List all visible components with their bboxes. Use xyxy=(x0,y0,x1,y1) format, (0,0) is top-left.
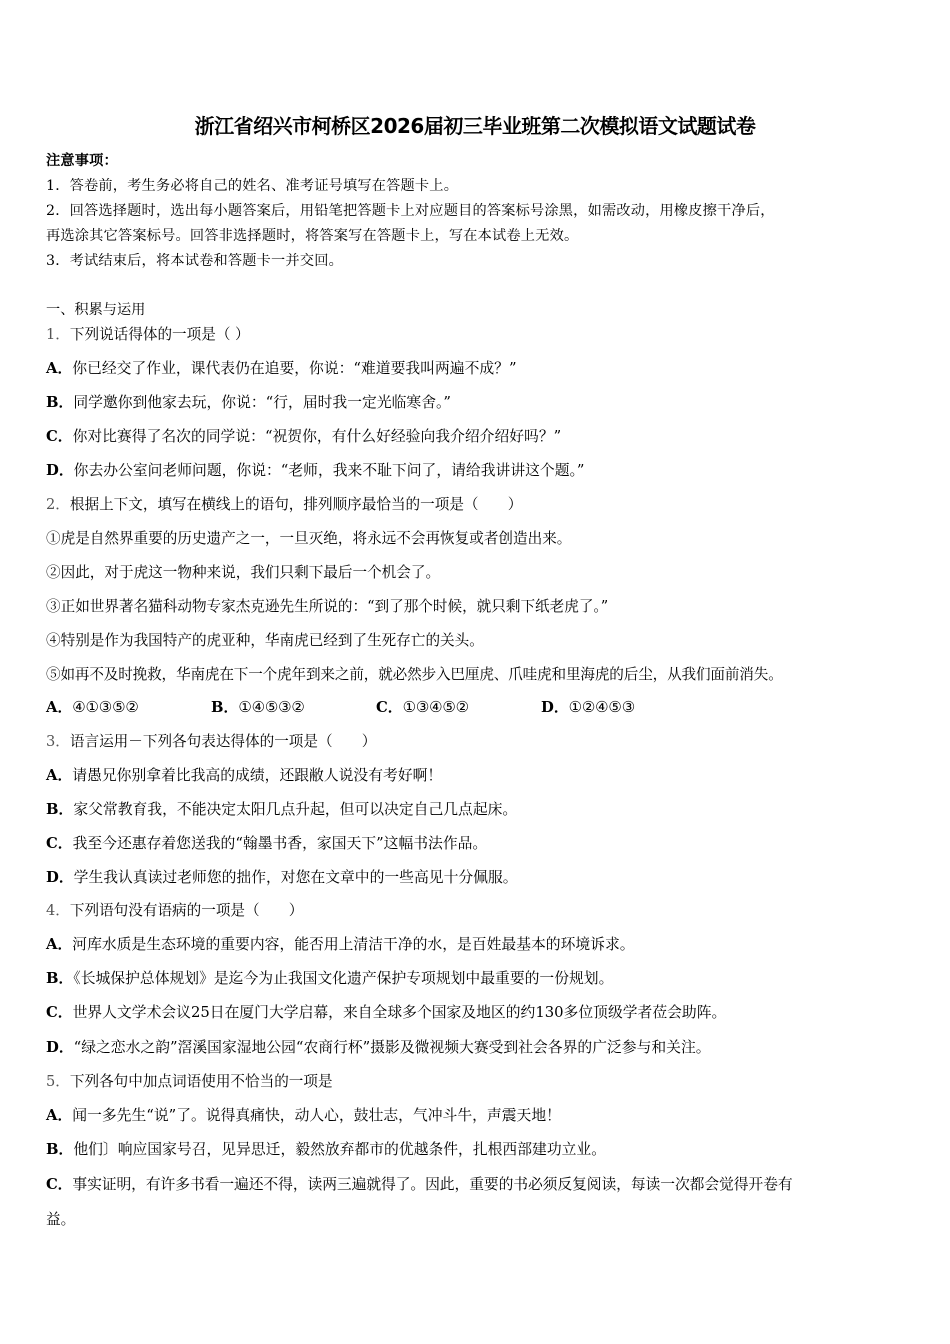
option-text: ④①③⑤② xyxy=(72,699,139,716)
q4-option-d xyxy=(46,1037,906,1059)
question-5-stem xyxy=(46,1071,906,1093)
option-text: 《长城保护总体规划》是迄今为止我国文化遗产保护专项规划中最重要的一份规划。 xyxy=(73,970,614,987)
question-text: 下列各句中加点词语使用不恰当的一项是 xyxy=(69,1073,333,1090)
q4-option-b xyxy=(46,968,906,990)
q2-sentence: ⑤如再不及时挽救，华南虎在下一个虎年到来之前，就必然步入巴厘虎、爪哇虎和里海虎的后尘，从我们面前消失。 xyxy=(46,666,783,683)
option-text: 河库水质是生态环境的重要内容，能否用上清洁干净的水，是百姓最基本的环境诉求。 xyxy=(72,936,635,953)
q5-option-a xyxy=(46,1105,906,1127)
q3-option-b xyxy=(46,799,906,821)
note-item: 1．答卷前，考生务必将自己的姓名、准考证号填写在答题卡上。 xyxy=(46,178,459,194)
question-1-stem xyxy=(46,324,906,346)
option-label: C． xyxy=(46,1004,73,1021)
option-text: 你去办公室问老师问题，你说：“老师，我来不耻下问了，请给我讲讲这个题。” xyxy=(73,462,585,479)
q1-option-c xyxy=(46,426,906,448)
option-text: 你对比赛得了名次的同学说：“祝贺你，有什么好经验向我介绍介绍好吗？” xyxy=(72,428,562,445)
option-text: “绿之恋水之韵”滘溪国家湿地公园“农商行杯”摄影及微视频大赛受到社会各界的广泛参与和关注。 xyxy=(73,1039,711,1056)
option-text: ①③④⑤② xyxy=(402,699,469,716)
note-item: 再选涂其它答案标号。回答非选择题时，将答案写在答题卡上，写在本试卷上无效。 xyxy=(46,228,579,244)
q2-option-a xyxy=(46,697,211,719)
option-label: D． xyxy=(541,699,569,716)
q4-option-a xyxy=(46,934,906,956)
q2-option-c xyxy=(376,697,541,719)
q4-option-c xyxy=(46,1002,906,1024)
option-label: A． xyxy=(46,936,73,953)
q5-option-b xyxy=(46,1139,906,1161)
q5-option-c-continuation: 益。 xyxy=(46,1211,76,1228)
question-number: 5． xyxy=(46,1073,70,1090)
note-item: 3．考试结束后，将本试卷和答题卡一并交回。 xyxy=(46,253,343,269)
question-text: 下列语句没有语病的一项是（ ） xyxy=(69,902,304,919)
question-text: 语言运用－下列各句表达得体的一项是（ ） xyxy=(69,733,377,750)
q2-option-b xyxy=(211,697,376,719)
option-label: B． xyxy=(46,970,74,987)
q1-option-d xyxy=(46,460,906,482)
question-number: 1． xyxy=(46,326,70,343)
option-label: D． xyxy=(46,1039,74,1056)
question-3-stem xyxy=(46,731,906,753)
question-number: 2． xyxy=(46,496,70,513)
q3-option-a xyxy=(46,765,906,787)
option-label: C． xyxy=(376,699,403,716)
q2-sentence: ②因此，对于虎这一物种来说，我们只剩下最后一个机会了。 xyxy=(46,564,441,581)
q2-option-d xyxy=(541,697,706,719)
q2-sentence: ①虎是自然界重要的历史遗产之一，一旦灭绝，将永远不会再恢复或者创造出来。 xyxy=(46,530,572,547)
option-text: 世界人文学术会议25日在厦门大学启幕，来自全球多个国家及地区的约130多位顶级学者莅会助阵。 xyxy=(72,1004,727,1021)
option-label: A． xyxy=(46,360,73,377)
option-text: 请愚兄你别拿着比我高的成绩，还跟敝人说没有考好啊！ xyxy=(72,767,443,784)
question-number: 4． xyxy=(46,902,70,919)
q2-options-row xyxy=(46,697,906,719)
option-label: B． xyxy=(46,801,74,818)
option-text: 闻一多先生“说”了。说得真痛快，动人心，鼓壮志，气冲斗牛，声震天地！ xyxy=(72,1107,561,1124)
q2-sentence: ④特别是作为我国特产的虎亚种，华南虎已经到了生死存亡的关头。 xyxy=(46,632,484,649)
option-label: C． xyxy=(46,835,73,852)
option-text: 他们〕响应国家号召，见异思迁，毅然放弃都市的优越条件，扎根西部建功立业。 xyxy=(73,1141,607,1158)
question-4-stem xyxy=(46,900,906,922)
option-text: 你已经交了作业，课代表仍在追要，你说：“难道要我叫两遍不成？” xyxy=(72,360,517,377)
q3-option-c xyxy=(46,833,906,855)
option-label: D． xyxy=(46,869,74,886)
option-text: 事实证明，有许多书看一遍还不得，读两三遍就得了。因此，重要的书必须反复阅读，每读一次都会觉得开卷有 xyxy=(72,1176,793,1193)
option-label: C． xyxy=(46,428,73,445)
note-item: 2．回答选择题时，选出每小题答案后，用铅笔把答题卡上对应题目的答案标号涂黑，如需改动，用橡皮擦干净后， xyxy=(46,203,775,219)
option-text: 家父常教育我，不能决定太阳几点升起，但可以决定自己几点起床。 xyxy=(73,801,518,818)
question-text: 根据上下文，填写在横线上的语句，排列顺序最恰当的一项是（ ） xyxy=(69,496,523,513)
option-text: ①②④⑤③ xyxy=(568,699,635,716)
q5-option-c xyxy=(46,1174,906,1196)
q2-sentence: ③正如世界著名猫科动物专家杰克逊先生所说的：“到了那个时候，就只剩下纸老虎了。” xyxy=(46,598,609,615)
question-number: 3． xyxy=(46,733,70,750)
option-label: A． xyxy=(46,699,73,716)
question-text: 下列说话得体的一项是（ ） xyxy=(69,326,250,343)
option-text: 同学邀你到他家去玩，你说：“行，届时我一定光临寒舍。” xyxy=(73,394,451,411)
option-text: 我至今还惠存着您送我的“翰墨书香，家国天下”这幅书法作品。 xyxy=(72,835,488,852)
q1-option-a xyxy=(46,358,906,380)
question-2-stem xyxy=(46,494,906,516)
exam-title: 浙江省绍兴市柯桥区2026届初三毕业班第二次模拟语文试题试卷 xyxy=(194,114,756,138)
option-label: C． xyxy=(46,1176,73,1193)
option-label: A． xyxy=(46,1107,73,1124)
option-label: B． xyxy=(46,1141,74,1158)
option-label: B． xyxy=(211,699,239,716)
q3-option-d xyxy=(46,867,906,889)
option-label: D． xyxy=(46,462,74,479)
q1-option-b xyxy=(46,392,906,414)
option-label: B． xyxy=(46,394,74,411)
option-text: ①④⑤③② xyxy=(238,699,305,716)
notes-heading: 注意事项： xyxy=(46,153,118,169)
option-text: 学生我认真读过老师您的拙作，对您在文章中的一些高见十分佩服。 xyxy=(73,869,518,886)
option-label: A． xyxy=(46,767,73,784)
section-heading: 一、积累与运用 xyxy=(46,302,146,318)
